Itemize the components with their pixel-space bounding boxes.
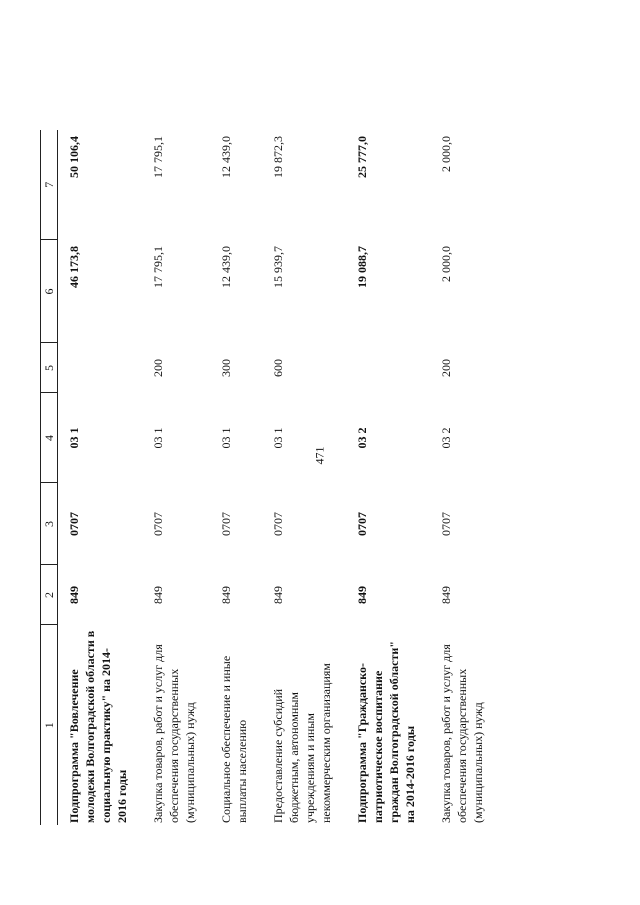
cell-amount-2016: 50 106,4	[67, 136, 81, 178]
column-header: 4	[41, 393, 58, 483]
table-row	[262, 130, 346, 825]
column-header: 1	[41, 625, 58, 825]
cell-section-code: 0707	[151, 512, 165, 536]
table-row	[430, 130, 498, 825]
row-description: Закупка товаров, работ и услуг для обеспечения государственных (муниципальных) нужд	[151, 644, 197, 823]
cell-target-article: 03 1	[219, 427, 233, 449]
column-header: 5	[41, 343, 58, 393]
cell-section-code: 0707	[439, 512, 453, 536]
cell-expense-type: 300	[219, 359, 233, 377]
cell-amount-2015: 15 939,7	[271, 246, 285, 288]
cell-ministry-code: 849	[271, 586, 285, 604]
cell-section-code: 0707	[271, 512, 285, 536]
cell-ministry-code: 849	[151, 586, 165, 604]
row-description: Подпрограмма "Вовлечение молодежи Волгоградской области в социальную практику" на 2014-2016 годы	[67, 630, 129, 823]
cell-ministry-code: 849	[219, 586, 233, 604]
table-row	[346, 130, 430, 825]
cell-expense-type: 200	[151, 359, 165, 377]
cell-expense-type: 200	[439, 359, 453, 377]
cell-amount-2015: 2 000,0	[439, 246, 453, 282]
cell-section-code: 0707	[355, 512, 369, 536]
cell-amount-2016: 2 000,0	[439, 136, 453, 172]
cell-amount-2016: 19 872,3	[271, 136, 285, 178]
row-description: Предоставление субсидий бюджетным, автономным учреждениям и иным некоммерческим организациям	[271, 663, 333, 823]
column-header: 3	[41, 483, 58, 565]
row-description: Подпрограмма "Гражданско-патриотическое воспитание граждан Волгоградской области" на 2014-2016 годы	[355, 641, 417, 823]
cell-amount-2015: 17 795,1	[151, 246, 165, 288]
row-description: Закупка товаров, работ и услуг для обеспечения государственных (муниципальных) нужд	[439, 644, 485, 823]
cell-ministry-code: 849	[355, 586, 369, 604]
cell-amount-2015: 19 088,7	[355, 246, 369, 288]
column-header: 7	[41, 130, 58, 240]
cell-expense-type	[58, 343, 143, 393]
cell-expense-type: 600	[271, 359, 285, 377]
cell-target-article: 03 2	[439, 427, 453, 449]
cell-amount-2016: 12 439,0	[219, 136, 233, 178]
cell-amount-2016: 25 777,0	[355, 136, 369, 178]
cell-target-article: 03 1	[67, 427, 81, 449]
row-description: Социальное обеспечение и иные выплаты населению	[219, 655, 249, 823]
budget-table	[40, 130, 498, 825]
page-number: 471	[312, 446, 327, 465]
table-header-row	[41, 130, 58, 825]
cell-target-article: 03 2	[355, 427, 369, 449]
cell-amount-2015: 46 173,8	[67, 246, 81, 288]
cell-target-article: 03 1	[151, 427, 165, 449]
cell-expense-type	[346, 343, 430, 393]
cell-amount-2015: 12 439,0	[219, 246, 233, 288]
column-header: 2	[41, 565, 58, 625]
cell-ministry-code: 849	[439, 586, 453, 604]
column-header: 6	[41, 240, 58, 343]
cell-section-code: 0707	[219, 512, 233, 536]
cell-amount-2016: 17 795,1	[151, 136, 165, 178]
table-row	[142, 130, 210, 825]
budget-table-sheet	[40, 130, 600, 825]
cell-target-article: 03 1	[271, 427, 285, 449]
cell-ministry-code: 849	[67, 586, 81, 604]
table-row	[210, 130, 262, 825]
table-row	[58, 130, 143, 825]
cell-section-code: 0707	[67, 512, 81, 536]
